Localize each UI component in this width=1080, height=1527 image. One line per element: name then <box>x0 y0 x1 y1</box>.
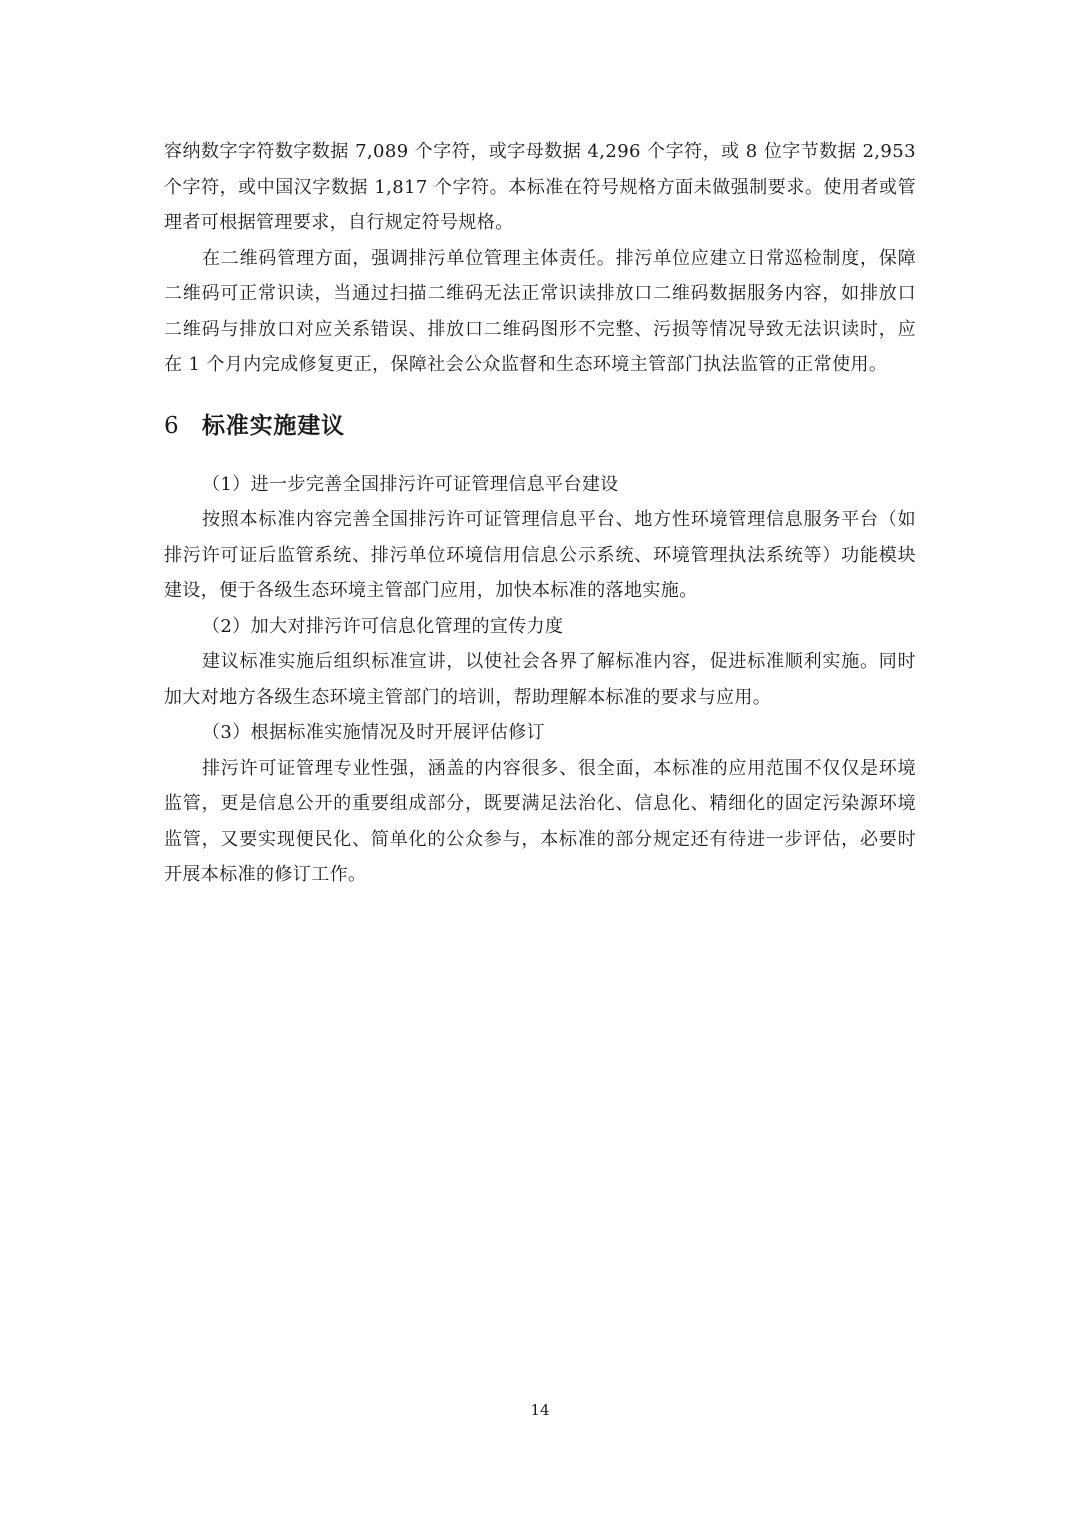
paragraph-item-2: 建议标准实施后组织标准宣讲，以使社会各界了解标准内容，促进标准顺利实施。同时加大对地方各级生态环境主管部门的培训，帮助理解本标准的要求与应用。 <box>164 651 916 708</box>
paragraph-item-3: 排污许可证管理专业性强，涵盖的内容很多、很全面，本标准的应用范围不仅仅是环境监管，更是信息公开的重要组成部分，既要满足法治化、信息化、精细化的固定污染源环境监管，又要实现便民化、简单化的公众参与，本标准的部分规定还有待进一步评估，必要时开展本标准的修订工作。 <box>164 757 916 885</box>
paragraph-qr-management: 在二维码管理方面，强调排污单位管理主体责任。排污单位应建立日常巡检制度，保障二维码可正常识读，当通过扫描二维码无法正常识读排放口二维码数据服务内容，如排放口二维码与排放口对应关系错误、排放口二维码图形不完整、污损等情况导致无法识读时，应在 1 个月内完成修复更正，保障社会公众监督和生态环境主管部门执法监管的正常使用。 <box>164 247 916 375</box>
paragraph-item-1: 按照本标准内容完善全国排污许可证管理信息平台、地方性环境管理信息服务平台（如排污许可证后监管系统、排污单位环境信用信息公示系统、环境管理执法系统等）功能模块建设，便于各级生态环境主管部门应用，加快本标准的落地实施。 <box>164 509 916 601</box>
subheading-item-2: （2）加大对排污许可信息化管理的宣传力度 <box>202 615 564 637</box>
subheading-item-3: （3）根据标准实施情况及时开展评估修订 <box>202 722 546 743</box>
document-body <box>164 134 916 893</box>
page-number: 14 <box>530 1401 550 1419</box>
paragraph-qr-capacity: 容纳数字字符数字数据 7,089 个字符，或字母数据 4,296 个字符，或 8 位字节数据 2,953 个字符，或中国汉字数据 1,817 个字符。本标准在符号规格方面未做强制要求。使用者或管理者可根据管理要求，自行规定符号规格。 <box>164 141 916 233</box>
subheading-item-1: （1）进一步完善全国排污许可证管理信息平台建设 <box>202 473 619 495</box>
section-number: 6 <box>164 412 180 439</box>
section-heading <box>164 409 916 443</box>
section-title: 标准实施建议 <box>202 412 345 439</box>
